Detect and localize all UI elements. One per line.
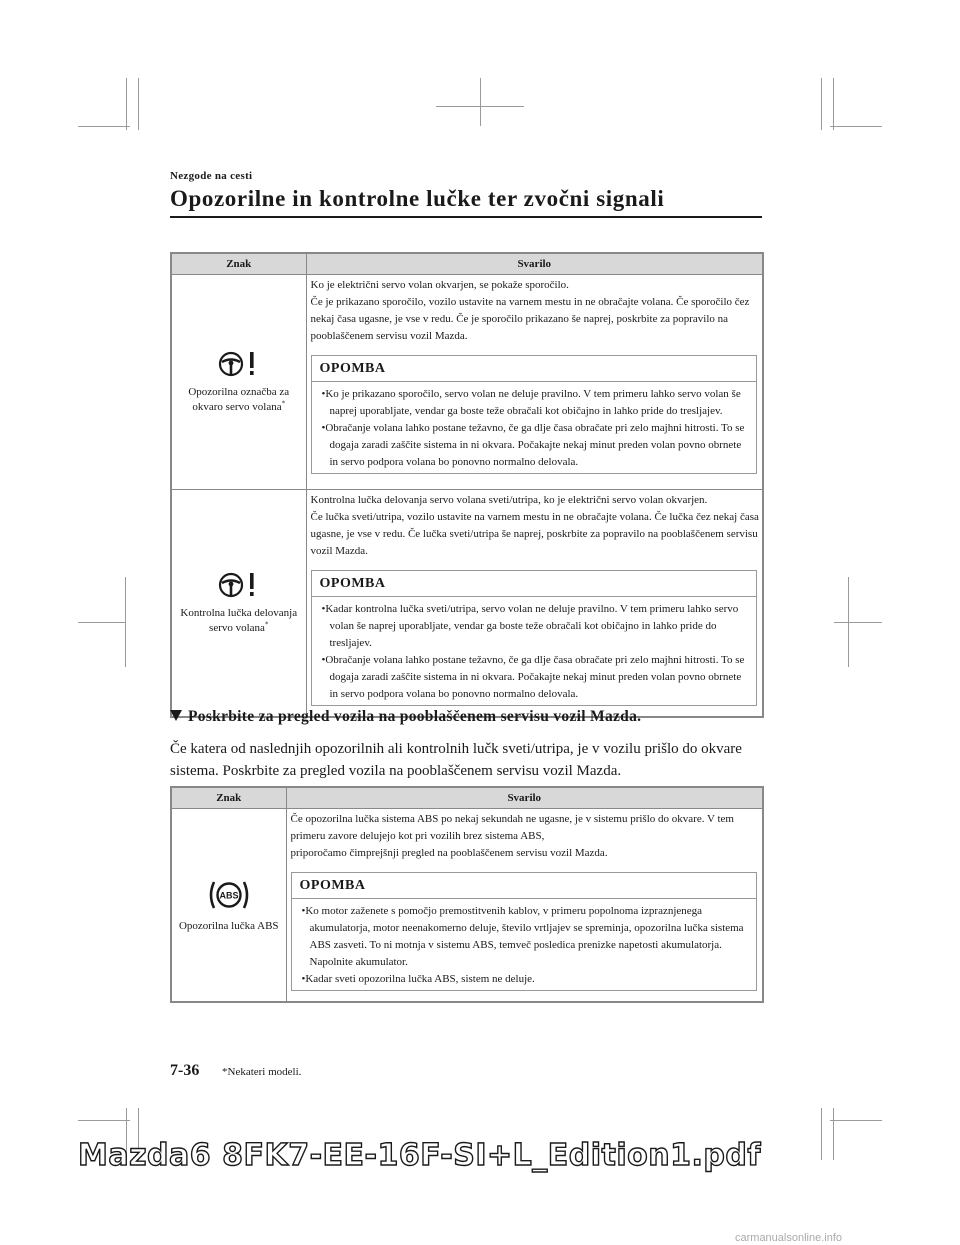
sign-label: Opozorilna označba za okvaro servo volana bbox=[188, 386, 290, 413]
title-rule bbox=[170, 216, 762, 218]
sign-cell bbox=[171, 809, 286, 1003]
note-title: OPOMBA bbox=[312, 571, 757, 597]
page-title: Opozorilne in kontrolne lučke ter zvočni signali bbox=[170, 186, 665, 211]
col-sign-header: Znak bbox=[171, 253, 306, 275]
sign-cell bbox=[171, 490, 306, 718]
watermark: carmanualsonline.info bbox=[735, 1232, 843, 1244]
footnote: *Nekateri modeli. bbox=[222, 1066, 302, 1078]
col-sign-header: Znak bbox=[171, 787, 286, 809]
note-item: •Obračanje volana lahko postane težavno, če ga dlje časa obračate pri zelo majhni hitrosti. To se dogaja zaradi zaščite sistema in ni okvara. Počakajte nekaj minut preden volan povno obrnete in servo podpora volana bo ponovno normalno delovala. bbox=[321, 422, 745, 468]
table-row bbox=[171, 809, 763, 1003]
description-cell bbox=[286, 809, 763, 1003]
note-item: •Obračanje volana lahko postane težavno, če ga dlje časa obračate pri zelo majhni hitrosti. To se dogaja zaradi zaščite sistema in ni okvara. Počakajte nekaj minut preden volan povno obrnete in servo podpora volana bo ponovno normalno delovala. bbox=[321, 654, 745, 700]
note-box bbox=[311, 570, 758, 706]
description-line: Kontrolna lučka delovanja servo volana sveti/utripa, ko je električni servo volan okvarjen. bbox=[310, 494, 708, 506]
sign-label: Opozorilna lučka ABS bbox=[178, 919, 279, 932]
note-item: •Kadar kontrolna lučka sveti/utripa, servo volan ne deluje pravilno. V tem primeru lahko servo volan še naprej uporabljate, vendar ga boste teže obračali kot običajno in lahko pride do tresljajev. bbox=[321, 603, 739, 649]
page-number: 7-36 bbox=[170, 1062, 200, 1079]
description-cell bbox=[306, 275, 763, 490]
col-warning-header: Svarilo bbox=[306, 253, 763, 275]
steering-wheel-warning-icon bbox=[216, 570, 262, 600]
description-line: Ko je električni servo volan okvarjen, se pokaže sporočilo. bbox=[310, 279, 569, 291]
triangle-bullet-icon bbox=[170, 710, 182, 721]
sign-label: Kontrolna lučka delovanja servo volana bbox=[180, 607, 298, 634]
description-cell bbox=[306, 490, 763, 718]
footnote-asterisk: * bbox=[281, 399, 286, 408]
note-box bbox=[291, 872, 758, 991]
description-line: Če je prikazano sporočilo, vozilo ustavite na varnem mestu in ne obračajte volana. Če sporočilo čez nekaj časa ugasne, je vse v redu. Če je sporočilo prikazano še naprej, poskrbite za popravilo na pooblaščenem servisu vozil Mazda. bbox=[310, 296, 750, 342]
section-label: Nezgode na cesti bbox=[170, 170, 253, 182]
sign-cell bbox=[171, 275, 306, 490]
col-warning-header: Svarilo bbox=[286, 787, 763, 809]
steering-wheel-warning-icon bbox=[216, 349, 262, 379]
table-row bbox=[171, 490, 763, 718]
warning-table-2 bbox=[170, 786, 764, 1003]
note-title: OPOMBA bbox=[312, 356, 757, 382]
body-paragraph: Če katera od naslednjih opozorilnih ali kontrolnih lučk sveti/utripa, je v vozilu prišlo do okvare sistema. Poskrbite za pregled vozila na pooblaščenem servisu vozil Mazda. bbox=[170, 741, 742, 779]
note-item: •Ko je prikazano sporočilo, servo volan ne deluje pravilno. V tem primeru lahko servo volan še naprej uporabljate, vendar ga boste teže obračali kot običajno in lahko pride do tresljajev. bbox=[321, 388, 741, 417]
section-heading: Poskrbite za pregled vozila na pooblaščenem servisu vozil Mazda. bbox=[170, 708, 641, 726]
abs-warning-icon bbox=[205, 877, 253, 913]
table-header-row bbox=[171, 253, 763, 275]
note-box bbox=[311, 355, 758, 474]
table-row bbox=[171, 275, 763, 490]
footer-filename: Mazda6 8FK7-EE-16F-SI+L_Edition1.pdf bbox=[78, 1138, 761, 1173]
svg-text:ABS: ABS bbox=[219, 890, 239, 900]
table-header-row bbox=[171, 787, 763, 809]
description-line: priporočamo čimprejšnji pregled na pooblaščenem servisu vozil Mazda. bbox=[290, 847, 608, 859]
description-line: Če lučka sveti/utripa, vozilo ustavite na varnem mestu in ne obračajte volana. Če lučka čez nekaj časa ugasne, je vse v redu. Če lučka sveti/utripa še naprej, poskrbite za popravilo na pooblaščenem servisu vozil Mazda. bbox=[310, 511, 759, 557]
note-item: •Kadar sveti opozorilna lučka ABS, sistem ne deluje. bbox=[301, 973, 535, 985]
description-line: Če opozorilna lučka sistema ABS po nekaj sekundah ne ugasne, je v sistemu prišlo do okvare. V tem primeru zavore delujejo kot pri vozilih brez sistema ABS, bbox=[290, 813, 734, 842]
note-title: OPOMBA bbox=[292, 873, 757, 899]
note-item: •Ko motor zaženete s pomočjo premostitvenih kablov, v primeru popolnoma izpraznjenega akumulatorja, motor neenakomerno deluje, število vrtljajev se spreminja, opozorilna lučka sistema ABS zasveti. To ni motnja v sistemu ABS, temveč posledica prenizke napetosti akumulatorja. Napolnite akumulator. bbox=[301, 905, 744, 968]
footnote-asterisk: * bbox=[264, 620, 269, 629]
warning-table-1 bbox=[170, 252, 764, 718]
